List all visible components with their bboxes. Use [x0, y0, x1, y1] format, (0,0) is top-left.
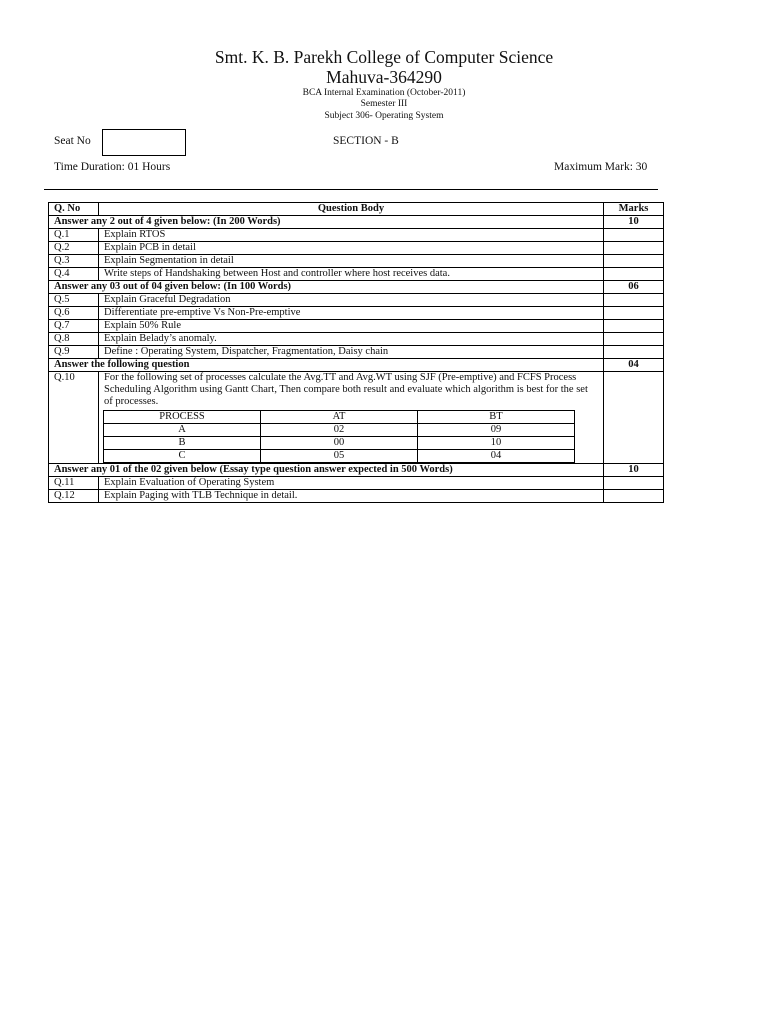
- table-row: [49, 333, 664, 346]
- process-cell: B: [104, 437, 261, 450]
- at-cell: 00: [261, 437, 418, 450]
- question-number: Q.8: [49, 333, 99, 346]
- question-marks: [604, 372, 664, 464]
- table-row: [49, 268, 664, 281]
- question-number: Q.2: [49, 242, 99, 255]
- group-marks: 10: [604, 464, 664, 477]
- question-number: Q.3: [49, 255, 99, 268]
- question-text: Explain Graceful Degradation: [99, 294, 604, 307]
- question-text: Explain Evaluation of Operating System: [99, 477, 604, 490]
- group-marks: 04: [604, 359, 664, 372]
- process-table-header: [104, 411, 575, 424]
- table-row: [49, 490, 664, 503]
- question-marks: [604, 229, 664, 242]
- college-name: Smt. K. B. Parekh College of Computer Science: [214, 47, 554, 67]
- question-text: Explain PCB in detail: [99, 242, 604, 255]
- table-row: [49, 346, 664, 359]
- question-number: Q.9: [49, 346, 99, 359]
- table-row: [49, 320, 664, 333]
- group-title: Answer any 2 out of 4 given below: (In 200 Words): [49, 216, 604, 229]
- group-row: [49, 359, 664, 372]
- question-marks: [604, 307, 664, 320]
- question-number: Q.1: [49, 229, 99, 242]
- bt-col-header: BT: [418, 411, 575, 424]
- group-marks: 10: [604, 216, 664, 229]
- col-header-marks: Marks: [604, 203, 664, 216]
- question-marks: [604, 255, 664, 268]
- question-number: Q.10: [49, 372, 99, 464]
- bt-cell: 10: [418, 437, 575, 450]
- table-row: [49, 477, 664, 490]
- question-text: Explain RTOS: [99, 229, 604, 242]
- question-marks: [604, 346, 664, 359]
- question-number: Q.5: [49, 294, 99, 307]
- exam-title: BCA Internal Examination (October-2011): [302, 88, 466, 98]
- table-row: [49, 255, 664, 268]
- question-marks: [604, 242, 664, 255]
- process-table: [103, 410, 575, 463]
- question-text: Differentiate pre-emptive Vs Non-Pre-emptive: [99, 307, 604, 320]
- seat-no-label: Seat No: [54, 135, 91, 147]
- question-marks: [604, 294, 664, 307]
- question-number: Q.6: [49, 307, 99, 320]
- time-duration: Time Duration: 01 Hours: [54, 161, 171, 173]
- bt-cell: 09: [418, 424, 575, 437]
- question-marks: [604, 477, 664, 490]
- process-cell: A: [104, 424, 261, 437]
- group-title: Answer any 01 of the 02 given below (Essay type question answer expected in 500 Words): [49, 464, 604, 477]
- group-title: Answer the following question: [49, 359, 604, 372]
- question-marks: [604, 333, 664, 346]
- table-row: [49, 372, 664, 464]
- at-col-header: AT: [261, 411, 418, 424]
- table-row: [49, 229, 664, 242]
- college-location: Mahuva-364290: [326, 67, 442, 87]
- table-header-row: [49, 203, 664, 216]
- question-text: Explain Paging with TLB Technique in detail.: [99, 490, 604, 503]
- at-cell: 02: [261, 424, 418, 437]
- question-text: Define : Operating System, Dispatcher, Fragmentation, Daisy chain: [99, 346, 604, 359]
- process-col-header: PROCESS: [104, 411, 261, 424]
- question-text: Explain 50% Rule: [99, 320, 604, 333]
- subject-label: Subject 306- Operating System: [324, 111, 444, 121]
- group-title: Answer any 03 out of 04 given below: (In 100 Words): [49, 281, 604, 294]
- question-text: Explain Belady’s anomaly.: [99, 333, 604, 346]
- question-table: [48, 202, 664, 503]
- group-row: [49, 216, 664, 229]
- section-label: SECTION - B: [333, 135, 399, 147]
- table-row: [49, 294, 664, 307]
- group-row: [49, 281, 664, 294]
- question-marks: [604, 320, 664, 333]
- question-text-body: For the following set of processes calculate the Avg.TT and Avg.WT using SJF (Pre-emptive) and FCFS Process Scheduling Algorithm using Gantt Chart, Then compare both result and evaluate which algorithm is best for the set of processes.: [104, 372, 588, 407]
- at-cell: 05: [261, 450, 418, 463]
- process-row: [104, 450, 575, 463]
- col-header-qno: Q. No: [49, 203, 99, 216]
- question-text: [99, 372, 604, 464]
- process-cell: C: [104, 450, 261, 463]
- question-number: Q.11: [49, 477, 99, 490]
- question-marks: [604, 268, 664, 281]
- divider-rule: [44, 189, 658, 190]
- process-row: [104, 424, 575, 437]
- question-number: Q.7: [49, 320, 99, 333]
- seat-no-box: [102, 129, 186, 156]
- question-number: Q.12: [49, 490, 99, 503]
- table-row: [49, 307, 664, 320]
- question-text: Explain Segmentation in detail: [99, 255, 604, 268]
- group-marks: 06: [604, 281, 664, 294]
- process-row: [104, 437, 575, 450]
- question-text: Write steps of Handshaking between Host and controller where host receives data.: [99, 268, 604, 281]
- group-row: [49, 464, 664, 477]
- question-marks: [604, 490, 664, 503]
- table-row: [49, 242, 664, 255]
- question-number: Q.4: [49, 268, 99, 281]
- bt-cell: 04: [418, 450, 575, 463]
- maximum-mark: Maximum Mark: 30: [554, 161, 648, 173]
- semester-label: Semester III: [360, 99, 408, 109]
- col-header-question-body: Question Body: [99, 203, 604, 216]
